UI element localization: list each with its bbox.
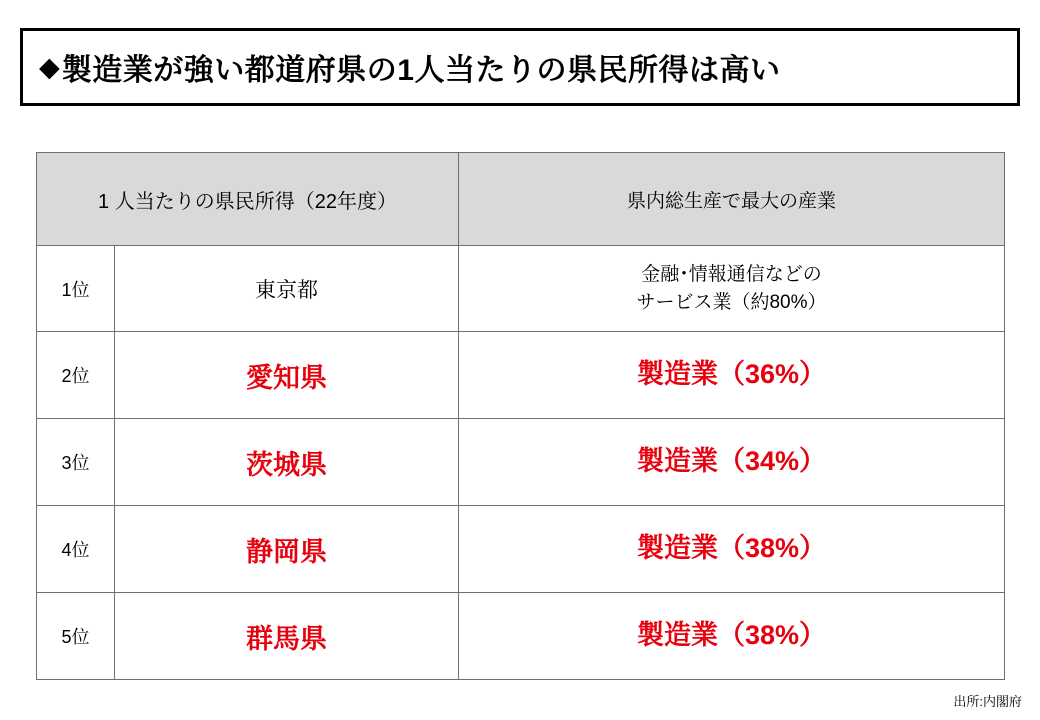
table-body (37, 246, 1005, 680)
column-header-prefecture (37, 153, 459, 246)
source-note: 出所:内閣府 (953, 694, 1022, 709)
table-row (37, 419, 1005, 506)
industry-cell: 製造業（38%） (459, 506, 1005, 593)
table-row (37, 506, 1005, 593)
prefecture-cell: 愛知県 (115, 332, 459, 419)
rank-cell: 4位 (37, 506, 115, 593)
ranking-table (36, 152, 1005, 680)
industry-line-2: サービス業（約80%） (636, 291, 827, 313)
ranking-table-container (36, 152, 1004, 680)
prefecture-cell: 静岡県 (115, 506, 459, 593)
industry-cell: 製造業（34%） (459, 419, 1005, 506)
rank-cell: 3位 (37, 419, 115, 506)
column-header-prefecture-label: 1 人当たりの県民所得（22年度） (98, 190, 397, 213)
page-title: 製造業が強い都道府県の1人当たりの県民所得は高い (61, 54, 781, 87)
diamond-bullet-icon: ◆ (39, 51, 60, 82)
prefecture-cell: 茨城県 (115, 419, 459, 506)
rank-cell: 1位 (37, 246, 115, 332)
rank-cell: 2位 (37, 332, 115, 419)
column-header-industry (459, 153, 1005, 246)
column-header-industry-label: 県内総生産で最大の産業 (626, 190, 836, 212)
rank-cell: 5位 (37, 593, 115, 680)
table-header-row (37, 153, 1005, 246)
table-row (37, 332, 1005, 419)
table-row (37, 593, 1005, 680)
industry-cell (459, 246, 1005, 332)
table-row (37, 246, 1005, 332)
prefecture-cell: 東京都 (115, 246, 459, 332)
industry-cell: 製造業（38%） (459, 593, 1005, 680)
industry-cell: 製造業（36%） (459, 332, 1005, 419)
table-header (37, 153, 1005, 246)
industry-line-1: 金融･情報通信などの (641, 263, 822, 285)
title-banner (20, 28, 1020, 106)
prefecture-cell: 群馬県 (115, 593, 459, 680)
